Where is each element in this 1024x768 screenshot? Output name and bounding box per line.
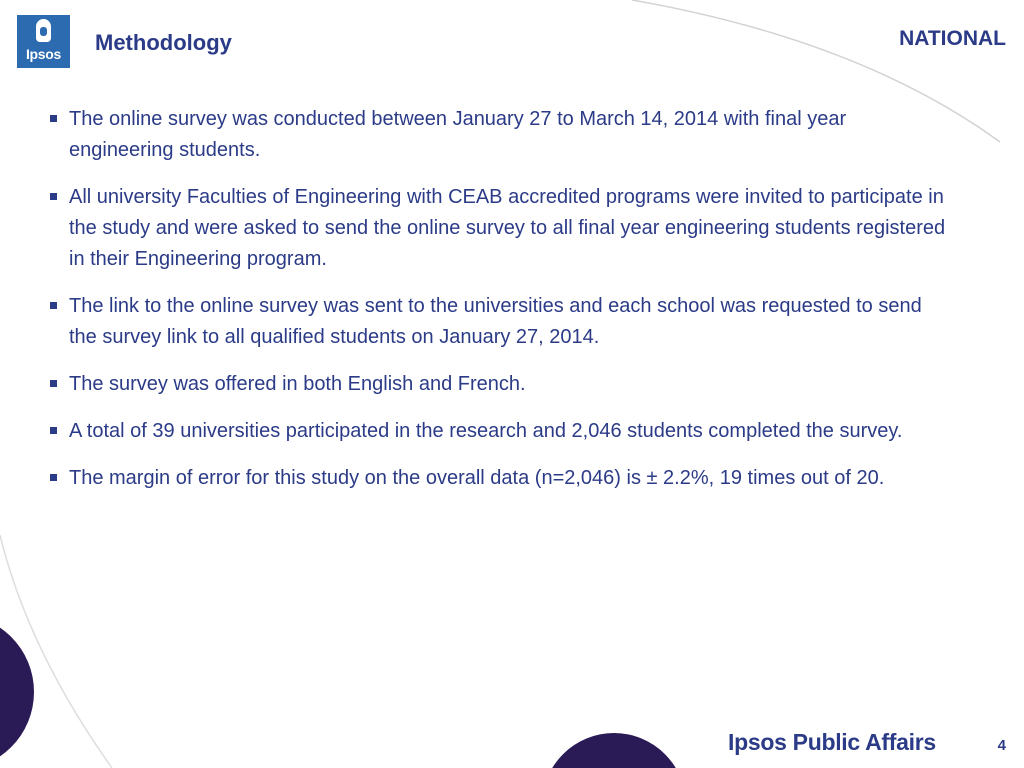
logo-mark-icon	[36, 19, 51, 42]
bullet-text: The margin of error for this study on the overall data (n=2,046) is ± 2.2%, 19 times out of 20.	[69, 467, 885, 489]
bullet-item-languages	[48, 369, 948, 400]
square-bullet-icon	[50, 115, 57, 122]
square-bullet-icon	[50, 193, 57, 200]
region-label: NATIONAL	[899, 27, 1006, 50]
decorative-circle-left	[0, 614, 34, 768]
footer-brand: Ipsos Public Affairs	[728, 729, 936, 755]
ipsos-logo	[17, 15, 70, 68]
square-bullet-icon	[50, 302, 57, 309]
decorative-circle-bottom	[542, 733, 686, 768]
logo-text: Ipsos	[25, 46, 62, 62]
bullet-text: The online survey was conducted between January 27 to March 14, 2014 with final year engineering students.	[69, 108, 847, 161]
bullet-item-participation	[48, 416, 948, 447]
bullet-item-survey-dates	[48, 104, 948, 166]
bullet-text: A total of 39 universities participated in the research and 2,046 students completed the survey.	[69, 420, 903, 442]
bullet-text: All university Faculties of Engineering with CEAB accredited programs were invited to participate in the study and were asked to send the online survey to all final year engineering students registered in their Engineering program.	[69, 186, 946, 270]
square-bullet-icon	[50, 380, 57, 387]
bullet-item-faculties	[48, 182, 948, 275]
page-title: Methodology	[95, 30, 232, 55]
bullet-text: The survey was offered in both English and French.	[69, 373, 526, 395]
square-bullet-icon	[50, 474, 57, 481]
bullet-text: The link to the online survey was sent to the universities and each school was requested to send the survey link to all qualified students on January 27, 2014.	[69, 295, 922, 348]
page-number: 4	[997, 737, 1006, 754]
bullet-item-margin-of-error	[48, 463, 948, 494]
bullet-item-survey-link	[48, 291, 948, 353]
methodology-bullet-list	[48, 104, 948, 510]
square-bullet-icon	[50, 427, 57, 434]
decorative-arc-left	[0, 535, 112, 768]
